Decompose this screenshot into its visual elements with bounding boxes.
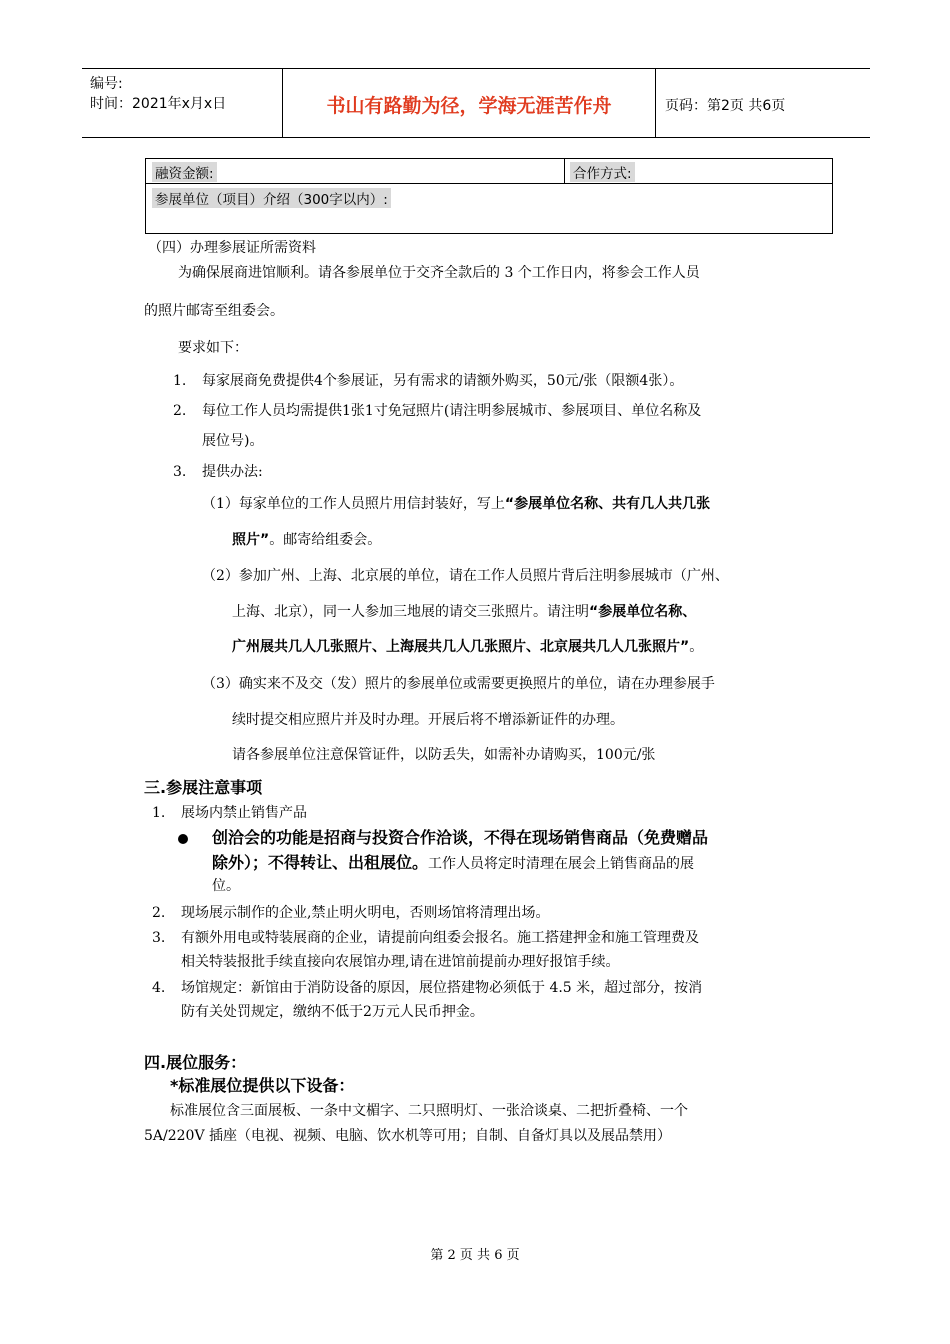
form-divider <box>564 159 565 183</box>
booth-section-title: 四.展位服务： <box>144 1053 247 1072</box>
list-item: 每家展商免费提供4个参展证，另有需求的请额外购买，50元/张（限额4张）。 <box>202 373 684 389</box>
list-item: 防有关处罚规定，缴纳不低于2万元人民币押金。 <box>181 1004 484 1020</box>
bullet-text-regular: 工作人员将定时清理在展会上销售商品的展 <box>428 856 695 872</box>
sub-item-3: （3）确实来不及交（发）照片的参展单位或需要更换照片的单位，请在办理参展手 <box>202 676 715 692</box>
financing-amount-field[interactable]: 融资金额: <box>152 162 217 182</box>
requirements-label: 要求如下： <box>178 340 248 356</box>
notice-section-title: 三.参展注意事项 <box>144 778 263 797</box>
form-row-1 <box>146 159 832 184</box>
bullet-text-line: 位。 <box>212 878 240 894</box>
sub-item-3-cont: 续时提交相应照片并及时办理。开展后将不增添新证件的办理。 <box>232 712 624 728</box>
sub-item-3-cont: 请各参展单位注意保管证件，以防丢失，如需补办请购买，100元/张 <box>232 747 656 763</box>
booth-description: 标准展位含三面展板、一条中文楣字、二只照明灯、一张洽谈桌、二把折叠椅、一个 <box>170 1103 688 1119</box>
list-item: 展场内禁止销售产品 <box>181 805 307 821</box>
cooperation-mode-field[interactable]: 合作方式: <box>570 162 635 182</box>
paragraph-line: 的照片邮寄至组委会。 <box>144 303 284 319</box>
page-footer: 第 2 页 共 6 页 <box>430 1248 520 1263</box>
list-number: 3. <box>152 930 166 946</box>
sub-item-2-cont <box>232 602 696 622</box>
list-number: 1. <box>152 805 166 821</box>
booth-subtitle: *标准展位提供以下设备： <box>170 1076 355 1095</box>
header-motto-cell <box>282 69 656 137</box>
code-label: 编号: <box>90 76 123 92</box>
list-item: 场馆规定：新馆由于消防设备的原因，展位搭建物必须低于 4.5 米，超过部分，按消 <box>181 980 703 996</box>
list-number: 2. <box>173 403 187 419</box>
motto: 书山有路勤为径，学海无涯苦作舟 <box>326 95 612 117</box>
bullet-text-bold: 除外）；不得转让、出租展位。 <box>212 853 429 872</box>
booth-description: 5A/220V 插座（电视、视频、电脑、饮水机等可用；自制、自备灯具以及展品禁用） <box>144 1128 672 1144</box>
sub-item-emphasis: 照片” <box>232 532 270 548</box>
time-label: 时间：2021年x月x日 <box>90 96 227 112</box>
sub-item-text: （1）每家单位的工作人员照片用信封装好，写上 <box>202 496 505 512</box>
sub-item-text: 。邮寄给组委会。 <box>269 532 382 548</box>
sub-item-2-cont <box>232 637 703 657</box>
paragraph-line: 为确保展商进馆顺利。请各参展单位于交齐全款后的 3 个工作日内，将参会工作人员 <box>178 265 700 281</box>
bullet-dot-icon <box>178 834 188 844</box>
list-number: 2. <box>152 905 166 921</box>
sub-item-1 <box>202 494 710 514</box>
sub-item-emphasis: “参展单位名称、 <box>589 604 697 620</box>
list-item: 提供办法: <box>202 464 263 480</box>
sub-item-text: 。 <box>689 639 704 655</box>
list-item: 展位号)。 <box>202 433 264 449</box>
unit-intro-field[interactable]: 参展单位（项目）介绍（300字以内）: <box>152 188 391 208</box>
header-info-cell <box>82 69 282 137</box>
list-item: 每位工作人员均需提供1张1寸免冠照片(请注明参展城市、参展项目、单位名称及 <box>202 403 702 419</box>
header-page-label: 页码：第2页 共6页 <box>665 98 786 114</box>
sub-item-2: （2）参加广州、上海、北京展的单位，请在工作人员照片背后注明参展城市（广州、 <box>202 568 729 584</box>
page-header <box>82 68 870 138</box>
sub-item-emphasis: “参展单位名称、共有几人共几张 <box>504 496 711 512</box>
header-page-cell <box>655 69 870 137</box>
section4-title: （四）办理参展证所需资料 <box>148 240 316 256</box>
list-item: 现场展示制作的企业,禁止明火明电，否则场馆将清理出场。 <box>181 905 550 921</box>
info-form-table <box>145 158 833 234</box>
list-number: 3. <box>173 464 187 480</box>
bullet-text-bold: 创洽会的功能是招商与投资合作洽谈，不得在现场销售商品（免费赠品 <box>212 828 709 847</box>
list-item: 相关特装报批手续直接向农展馆办理,请在进馆前提前办理好报馆手续。 <box>181 954 620 970</box>
sub-item-1-cont <box>232 530 381 550</box>
list-number: 4. <box>152 980 166 996</box>
bullet-text-line <box>212 853 694 874</box>
sub-item-text: 上海、北京），同一人参加三地展的请交三张照片。请注明 <box>232 604 589 620</box>
sub-item-emphasis: 广州展共几人几张照片、上海展共几人几张照片、北京展共几人几张照片” <box>232 639 690 655</box>
list-number: 1. <box>173 373 187 389</box>
list-item: 有额外用电或特装展商的企业，请提前向组委会报名。施工搭建押金和施工管理费及 <box>181 930 699 946</box>
